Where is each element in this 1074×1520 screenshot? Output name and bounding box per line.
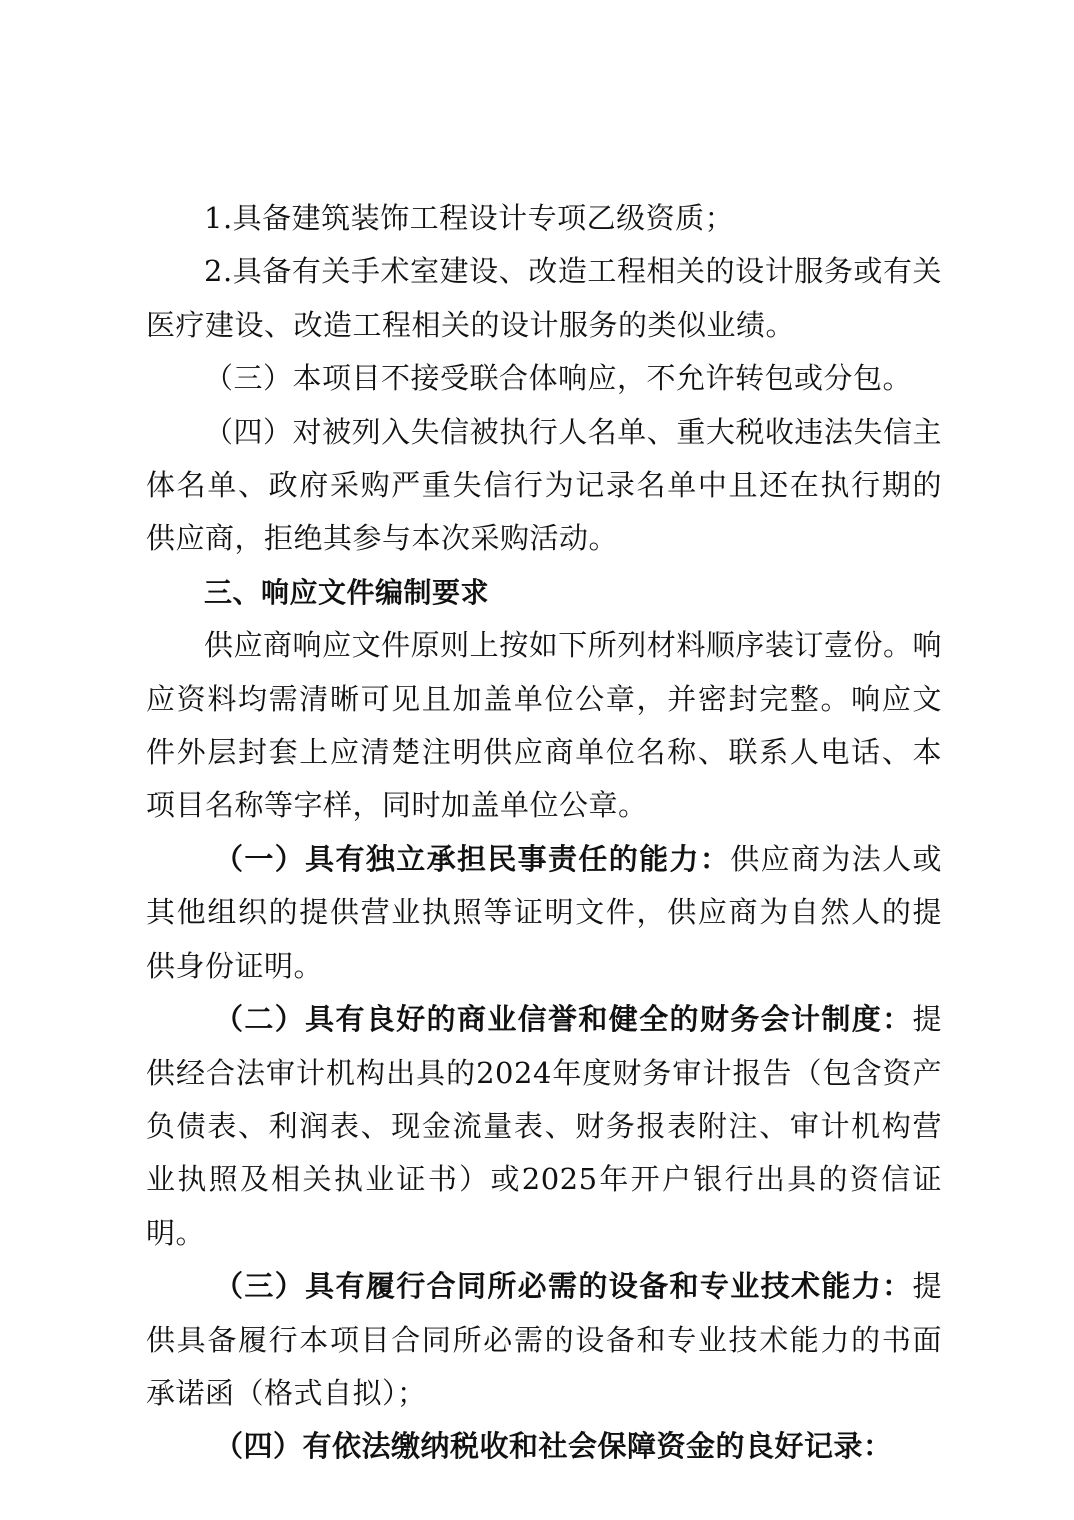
requirement-body: 供应商为法人或其他组织的提供营业执照等证明文件，供应商为自然人的提供身份证明。 [146, 841, 942, 983]
requirement-lead: （二）具有良好的商业信誉和健全的财务会计制度： [214, 1002, 913, 1037]
requirement-tax-social-security [146, 1420, 942, 1473]
qualification-item-1: 1.具备建筑装饰工程设计专项乙级资质； [204, 201, 735, 235]
document-body [146, 192, 942, 1474]
requirement-lead: （一）具有独立承担民事责任的能力： [214, 841, 731, 876]
requirement-body: 提供经合法审计机构出具的2024年度财务审计报告（包含资产负债表、利润表、现金流量表、财务报表附注、审计机构营业执照及相关执业证书）或2025年开户银行出具的资信证明。 [146, 1002, 942, 1250]
section-heading: 三、响应文件编制要求 [204, 575, 490, 609]
requirement-lead: （三）具有履行合同所必需的设备和专业技术能力： [214, 1269, 913, 1304]
section-intro: 供应商响应文件原则上按如下所列材料顺序装订壹份。响应资料均需清晰可见且加盖单位公章，并密封完整。响应文件外层封套上应清楚注明供应商单位名称、联系人电话、本项目名称等字样，同时加盖单位公章。 [146, 628, 942, 823]
requirement-equipment [146, 1260, 942, 1420]
requirement-body: 提供具备履行本项目合同所必需的设备和专业技术能力的书面承诺函（格式自拟）； [146, 1269, 942, 1410]
requirement-financial [146, 993, 942, 1260]
qualification-item-2: 2.具备有关手术室建设、改造工程相关的设计服务或有关医疗建设、改造工程相关的设计服务的类似业绩。 [146, 254, 942, 342]
clause-no-consortium: （三）本项目不接受联合体响应，不允许转包或分包。 [204, 361, 913, 396]
requirement-lead: （四）有依法缴纳税收和社会保障资金的良好记录： [214, 1429, 893, 1464]
clause-dishonest-suppliers: （四）对被列入失信被执行人名单、重大税收违法失信主体名单、政府采购严重失信行为记录名单中且还在执行期的供应商，拒绝其参与本次采购活动。 [146, 414, 942, 556]
requirement-civil-liability [146, 833, 942, 993]
